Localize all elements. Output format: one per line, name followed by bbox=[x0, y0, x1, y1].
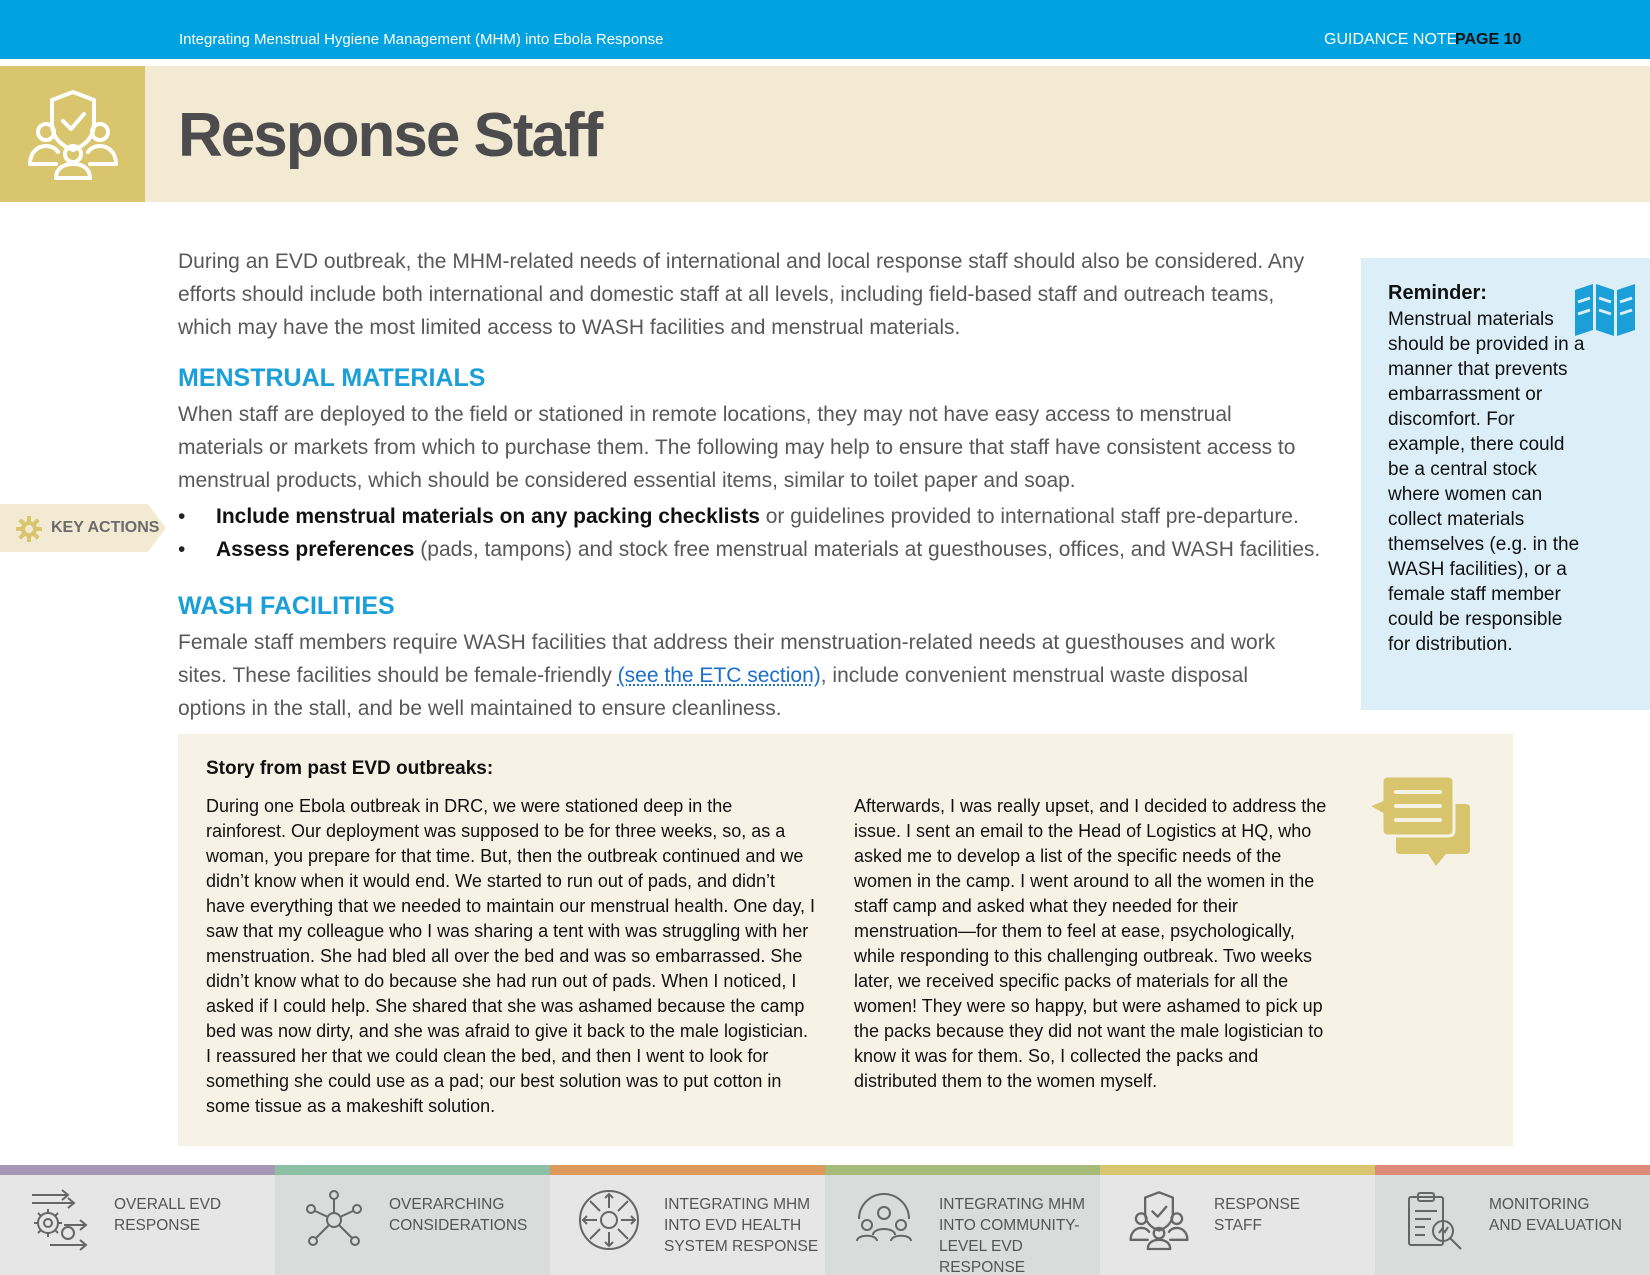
nav-label-line: MONITORING bbox=[1489, 1196, 1590, 1213]
clipboard-search-icon bbox=[1403, 1189, 1465, 1251]
nav-stripe bbox=[275, 1165, 550, 1175]
nav-label-line: OVERALL EVD bbox=[114, 1196, 222, 1213]
story-column-1: During one Ebola outbreak in DRC, we were stationed deep in the rainforest. Our deployment was supposed to be for three weeks, so, as a woman, you prepare for that time. But, then the outbreak continued and we didn’t know when it would end. We started to run out of pads, and didn’t have everything that we needed to maintain our menstrual health. One day, I saw that my colleague who I was sharing a tent with was struggling with her menstruation. She had bled all over the bed and was so embarrassed. She didn’t know what to do because she had run out of pads. When I noticed, I asked if I could help. She shared that she was ashamed because the camp bed was now dirty, and she was afraid to give it back to the male logistician. I reassured her that we could clean the bed, and then I went to look for something she could use as a pad; our best solution was to put cotton in some tissue as a makeshift solution. bbox=[206, 796, 816, 1116]
gear-icon bbox=[16, 516, 42, 542]
top-bar bbox=[0, 0, 1650, 59]
key-actions-tab bbox=[0, 504, 166, 552]
list-item bbox=[178, 500, 1328, 533]
nav-integrating-mhm-community[interactable] bbox=[825, 1165, 1100, 1275]
wash-text-part: , include convenient menstrual waste disposal options in the stall, and be well maintained to ensure cleanliness. bbox=[178, 664, 1249, 720]
virus-icon bbox=[578, 1189, 640, 1251]
nav-label bbox=[389, 1194, 527, 1236]
nav-label-line: INTO COMMUNITY- bbox=[939, 1217, 1080, 1234]
nav-stripe bbox=[550, 1165, 825, 1175]
action-bold-text: Assess preferences bbox=[216, 538, 415, 561]
nav-label-line: RESPONSE bbox=[114, 1217, 201, 1234]
nav-label bbox=[114, 1194, 221, 1236]
title-icon-box bbox=[0, 66, 145, 202]
nav-integrating-mhm-health-system[interactable] bbox=[550, 1165, 825, 1275]
nav-response-staff[interactable] bbox=[1100, 1165, 1375, 1275]
nav-stripe bbox=[1375, 1165, 1650, 1175]
network-icon bbox=[303, 1189, 365, 1251]
action-text: (pads, tampons) and stock free menstrual materials at guesthouses, offices, and WASH facilities. bbox=[414, 538, 1321, 561]
nav-label bbox=[939, 1194, 1100, 1275]
nav-label-line: LEVEL EVD RESPONSE bbox=[939, 1238, 1026, 1275]
nav-label bbox=[664, 1194, 818, 1257]
nav-stripe bbox=[1100, 1165, 1375, 1175]
bottom-navigation bbox=[0, 1165, 1650, 1275]
page-title: Response Staff bbox=[178, 101, 602, 170]
nav-label-line: OVERARCHING bbox=[389, 1196, 505, 1213]
intro-paragraph: During an EVD outbreak, the MHM-related needs of international and local response staff should also be considered. Any efforts should include both international and domestic staff at all levels, including field-based staff and outreach teams, which may have the most limited access to WASH facilities and menstrual materials. bbox=[178, 250, 1305, 339]
reminder-text: Menstrual materials should be provided in a manner that prevents embarrassment or discomfort. For example, there could be a central stock where women can collect materials themselves (e.g. in the WASH facilities), or a female staff member could be responsible for distribution. bbox=[1388, 309, 1585, 655]
page-number: PAGE 10 bbox=[1455, 31, 1522, 48]
nav-label bbox=[1214, 1194, 1300, 1236]
story-column-2: Afterwards, I was really upset, and I decided to address the issue. I sent an email to the Head of Logistics at HQ, who asked me to develop a list of the specific needs of the women in the camp. I went around to all the women in the staff camp and asked what they needed for their menstruation—for them to feel at ease, psychologically, while responding to this challenging outbreak. Two weeks later, we received specific packs of materials for all the women! They were so happy, but were ashamed to pick up the packs because they did not want the male logistician to know it was for them. So, I collected the packs and distributed them to the women myself. bbox=[854, 796, 1327, 1091]
nav-label-line: INTEGRATING MHM bbox=[939, 1196, 1086, 1213]
wash-facilities-text bbox=[178, 626, 1318, 725]
action-bold-text: Include menstrual materials on any packing checklists bbox=[216, 505, 760, 528]
gears-arrows-icon bbox=[28, 1189, 90, 1251]
etc-section-link[interactable]: (see the ETC section) bbox=[617, 664, 821, 687]
key-actions-label: KEY ACTIONS bbox=[51, 519, 160, 536]
wash-facilities-heading: WASH FACILITIES bbox=[178, 592, 395, 620]
nav-label-line: RESPONSE bbox=[1214, 1196, 1301, 1213]
nav-label-line: AND EVALUATION bbox=[1489, 1217, 1622, 1234]
nav-monitoring-evaluation[interactable] bbox=[1375, 1165, 1650, 1275]
wash-text-part: Female staff members require WASH facilities that address their menstruation-related needs at guesthouses and work sites. These facilities should be female-friendly bbox=[178, 631, 1276, 687]
nav-label-line: SYSTEM RESPONSE bbox=[664, 1238, 819, 1255]
story-title: Story from past EVD outbreaks: bbox=[206, 758, 494, 779]
nav-overarching-considerations[interactable] bbox=[275, 1165, 550, 1275]
nav-label-line: INTO EVD HEALTH bbox=[664, 1217, 802, 1234]
key-actions-list bbox=[178, 500, 1328, 566]
list-item bbox=[178, 533, 1328, 566]
reminder-box bbox=[1361, 258, 1650, 710]
nav-overall-evd-response[interactable] bbox=[0, 1165, 275, 1275]
menstrual-materials-heading: MENSTRUAL MATERIALS bbox=[178, 364, 486, 392]
document-title: Integrating Menstrual Hygiene Management (MHM) into Ebola Response bbox=[179, 31, 664, 48]
nav-label-line: STAFF bbox=[1214, 1217, 1262, 1234]
menstrual-materials-text: When staff are deployed to the field or stationed in remote locations, they may not have easy access to menstrual materials or markets from which to purchase them. The following may help to ensure that staff have consistent access to menstrual products, which should be considered essential items, similar to toilet paper and soap. bbox=[178, 403, 1296, 492]
nav-label bbox=[1489, 1194, 1622, 1236]
nav-stripe bbox=[825, 1165, 1100, 1175]
story-box bbox=[178, 734, 1513, 1146]
speech-bubbles-icon bbox=[1366, 774, 1472, 876]
staff-shield-icon bbox=[26, 88, 120, 180]
guidance-note-label: GUIDANCE NOTE bbox=[1324, 31, 1458, 48]
staff-shield-icon bbox=[1128, 1189, 1190, 1251]
reminder-title: Reminder: bbox=[1388, 282, 1487, 304]
nav-stripe bbox=[0, 1165, 275, 1175]
book-icon bbox=[1575, 284, 1635, 338]
nav-label-line: INTEGRATING MHM bbox=[664, 1196, 811, 1213]
action-text: or guidelines provided to international staff pre-departure. bbox=[759, 505, 1299, 528]
nav-label-line: CONSIDERATIONS bbox=[389, 1217, 528, 1234]
community-icon bbox=[853, 1189, 915, 1251]
